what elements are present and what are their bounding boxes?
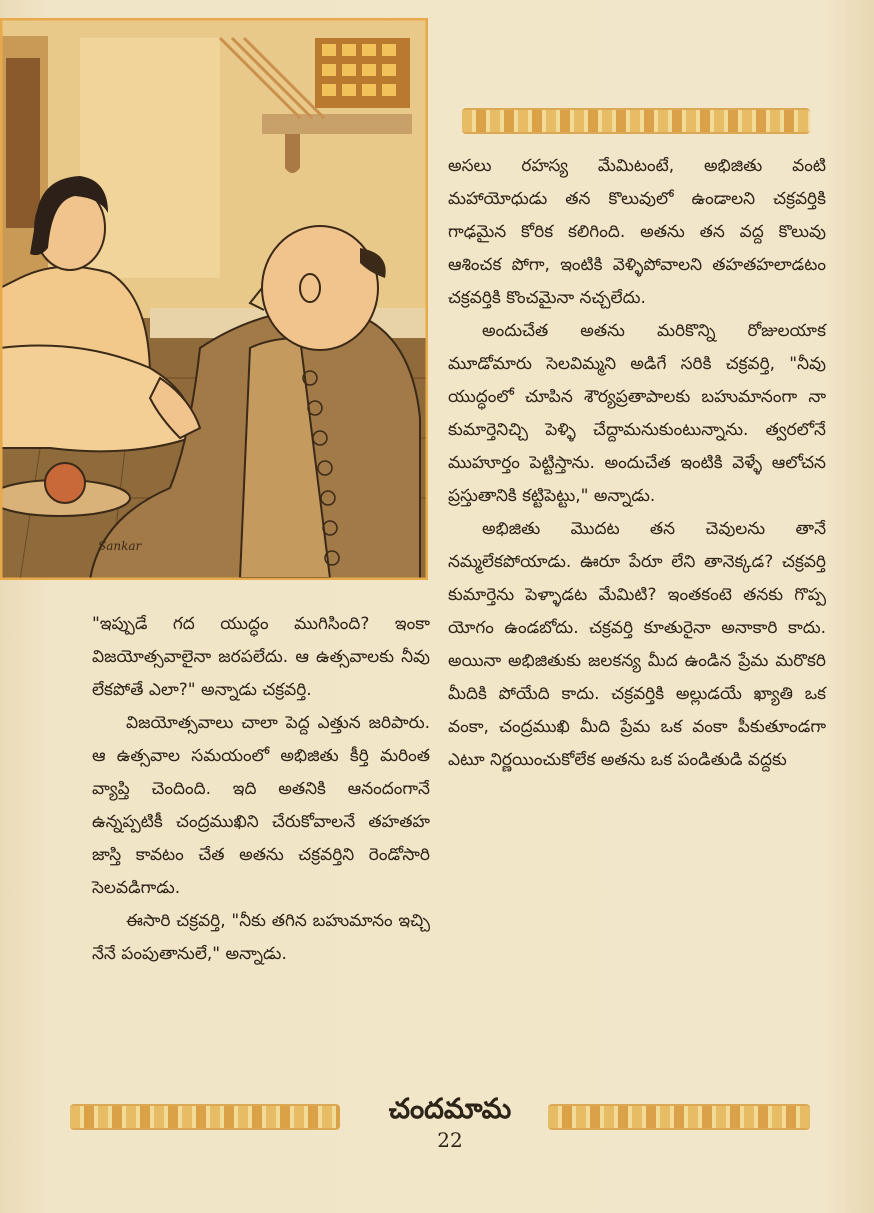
paragraph: ఈసారి చక్రవర్తి, "నీకు తగిన బహుమానం ఇచ్చి నేనే పంపుతానులే," అన్నాడు. <box>92 911 430 964</box>
decorative-border-top <box>462 108 810 134</box>
left-text-column <box>92 608 430 971</box>
magazine-title: చందమామ <box>388 1092 512 1125</box>
paragraph: అసలు రహస్య మేమిటంటే, అభిజితు వంటి మహాయోధుడు తన కొలువులో ఉండాలని చక్రవర్తికి గాఢమైన కోరిక కలిగింది. అతను తన వద్ద కొలువు ఆశించక పోగా, ఇంటికి వెళ్ళిపోవాలని తహతహలాడటం చక్రవర్తికి కొంచమైనా నచ్చలేదు. <box>448 156 826 308</box>
story-illustration <box>0 18 428 580</box>
illustration-drawing <box>0 18 428 580</box>
right-text-column <box>448 150 826 777</box>
decorative-border-bottom-right <box>548 1104 810 1130</box>
artist-signature: Sankar <box>98 539 142 553</box>
decorative-border-bottom-left <box>70 1104 340 1130</box>
paragraph: "ఇప్పుడే గద యుద్ధం ముగిసింది? ఇంకా విజయోత్సవాలైనా జరపలేదు. ఆ ఉత్సవాలకు నీవు లేకపోతే ఎలా?" అన్నాడు చక్రవర్తి. <box>92 614 430 700</box>
paragraph: విజయోత్సవాలు చాలా పెద్ద ఎత్తున జరిపారు. ఆ ఉత్సవాల సమయంలో అభిజితు కీర్తి మరింత వ్యాప్తి చెందింది. ఇది అతనికి ఆనందంగానే ఉన్నప్పటికీ చంద్రముఖిని చేరుకోవాలనే తహతహ జాస్తి కావటం చేత అతను చక్రవర్తిని రెండోసారి సెలవడిగాడు. <box>92 713 430 898</box>
paragraph: అభిజితు మొదట తన చెవులను తానే నమ్మలేకపోయాడు. ఊరూ పేరూ లేని తానెక్కడ? చక్రవర్తి కుమార్తెను పెళ్ళాడట మేమిటి? ఇంతకంటె తనకు గొప్ప యోగం ఉండబోదు. చక్రవర్తి కూతురైనా అనాకారి కాదు. అయినా అభిజితుకు జలకన్య మీద ఉండిన ప్రేమ మరొకరి మీదికి పోయేది కాదు. చక్రవర్తికి అల్లుడయే ఖ్యాతి ఒక వంకా, చంద్రముఖి మీది ప్రేమ ఒక వంకా పీకుతూండగా ఎటూ నిర్ణయించుకోలేక అతను ఒక పండితుడి వద్దకు <box>448 519 826 770</box>
paragraph: అందుచేత అతను మరికొన్ని రోజులయాక మూడోమారు సెలవిమ్మని అడిగే సరికి చక్రవర్తి, "నీవు యుద్ధంలో చూపిన శౌర్యప్రతాపాలకు బహుమానంగా నా కుమార్తెనిచ్చి పెళ్ళి చేద్దామనుకుంటున్నాను. త్వరలోనే ముహూర్తం పెట్టిస్తాను. అందుచేత ఇంటికి వెళ్ళే ఆలోచన ప్రస్తుతానికి కట్టిపెట్టు," అన్నాడు. <box>448 321 826 506</box>
page-number: 22 <box>437 1128 463 1152</box>
